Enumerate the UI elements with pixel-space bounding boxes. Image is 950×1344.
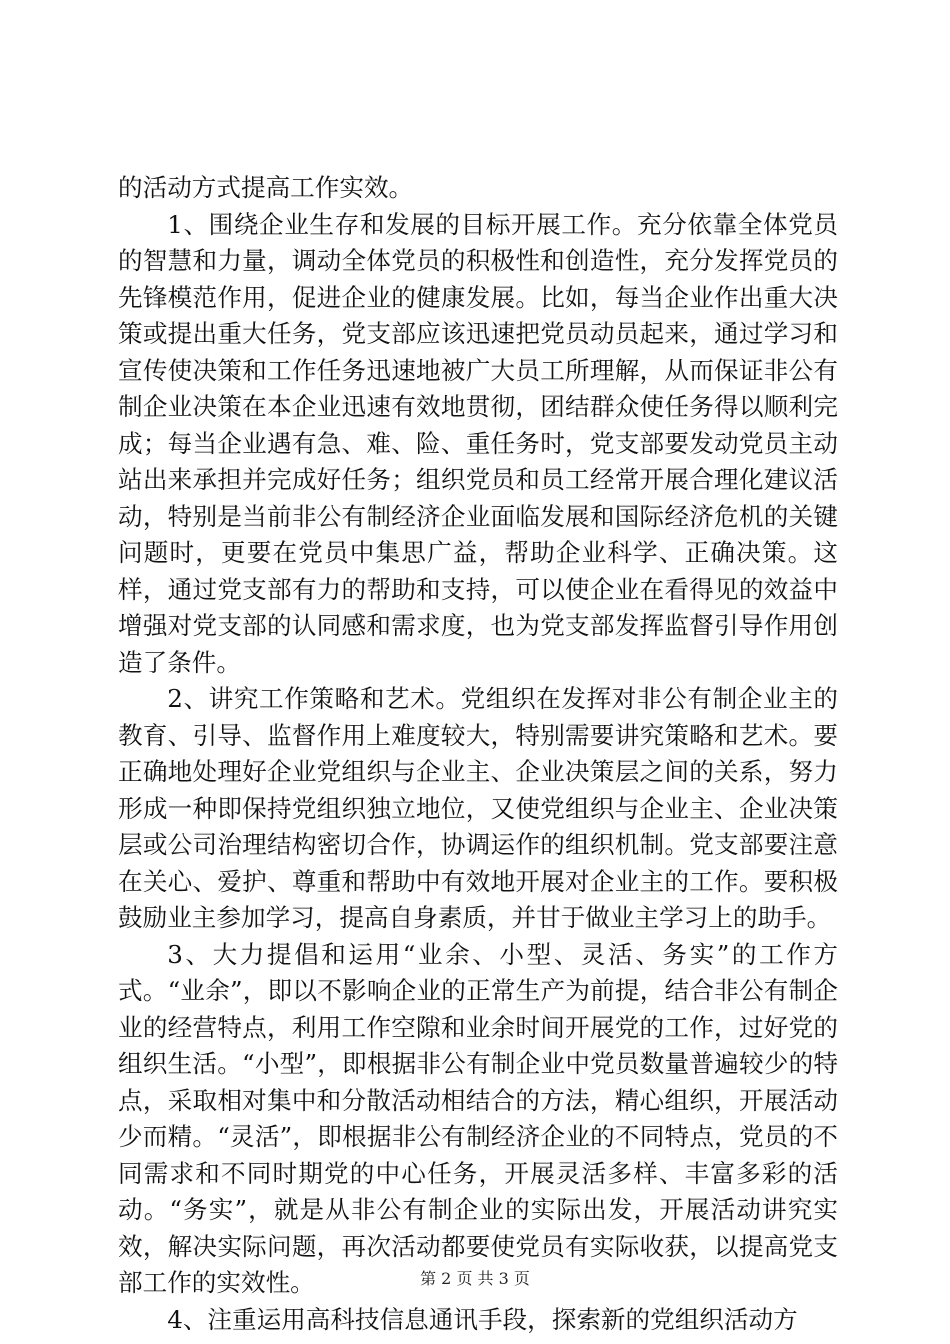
body-text <box>118 170 838 1338</box>
paragraph-item-4: 4、注重运用高科技信息通讯手段，探索新的党组织活动方 <box>167 1304 798 1334</box>
paragraph-item-3: 3、大力提倡和运用“业余、小型、灵活、务实”的工作方式。“业余”，即以不影响企业的正常生产为前提，结合非公有制企业的经营特点，利用工作空隙和业余时间开展党的工作，过好党的组织生活。“小型”，即根据非公有制企业中党员数量普遍较少的特点，采取相对集中和分散活动相结合的方法，精心组织，开展活动少而精。“灵活”，即根据非公有制经济企业的不同特点，党员的不同需求和不同时期党的中心任务，开展灵活多样、丰富多彩的活动。“务实”，就是从非公有制企业的实际出发，开展活动讲究实效，解决实际问题，再次活动都要使党员有实际收获，以提高党支部工作的实效性。 <box>118 939 838 1297</box>
page-footer: 第 2 页 共 3 页 <box>420 1269 530 1288</box>
paragraph-item-2: 2、讲究工作策略和艺术。党组织在发挥对非公有制企业主的教育、引导、监督作用上难度较大，特别需要讲究策略和艺术。要正确地处理好企业党组织与企业主、企业决策层之间的关系，努力形成一种即保持党组织独立地位，又使党组织与企业主、企业决策层或公司治理结构密切合作，协调运作的组织机制。党支部要注意在关心、爱护、尊重和帮助中有效地开展对企业主的工作。要积极鼓励业主参加学习，提高自身素质，并甘于做业主学习上的助手。 <box>118 684 838 932</box>
paragraph-continuation: 的活动方式提高工作实效。 <box>118 173 414 202</box>
paragraph-item-1: 1、围绕企业生存和发展的目标开展工作。充分依靠全体党员的智慧和力量，调动全体党员的积极性和创造性，充分发挥党员的先锋模范作用，促进企业的健康发展。比如，每当企业作出重大决策或提出重大任务，党支部应该迅速把党员动员起来，通过学习和宣传使决策和工作任务迅速地被广大员工所理解，从而保证非公有制企业决策在本企业迅速有效地贯彻，团结群众使任务得以顺利完成；每当企业遇有急、难、险、重任务时，党支部要发动党员主动站出来承担并完成好任务；组织党员和员工经常开展合理化建议活动，特别是当前非公有制经济企业面临发展和国际经济危机的关键问题时，更要在党员中集思广益，帮助企业科学、正确决策。这样，通过党支部有力的帮助和支持，可以使企业在看得见的效益中增强对党支部的认同感和需求度，也为党支部发挥监督引导作用创造了条件。 <box>118 209 838 677</box>
